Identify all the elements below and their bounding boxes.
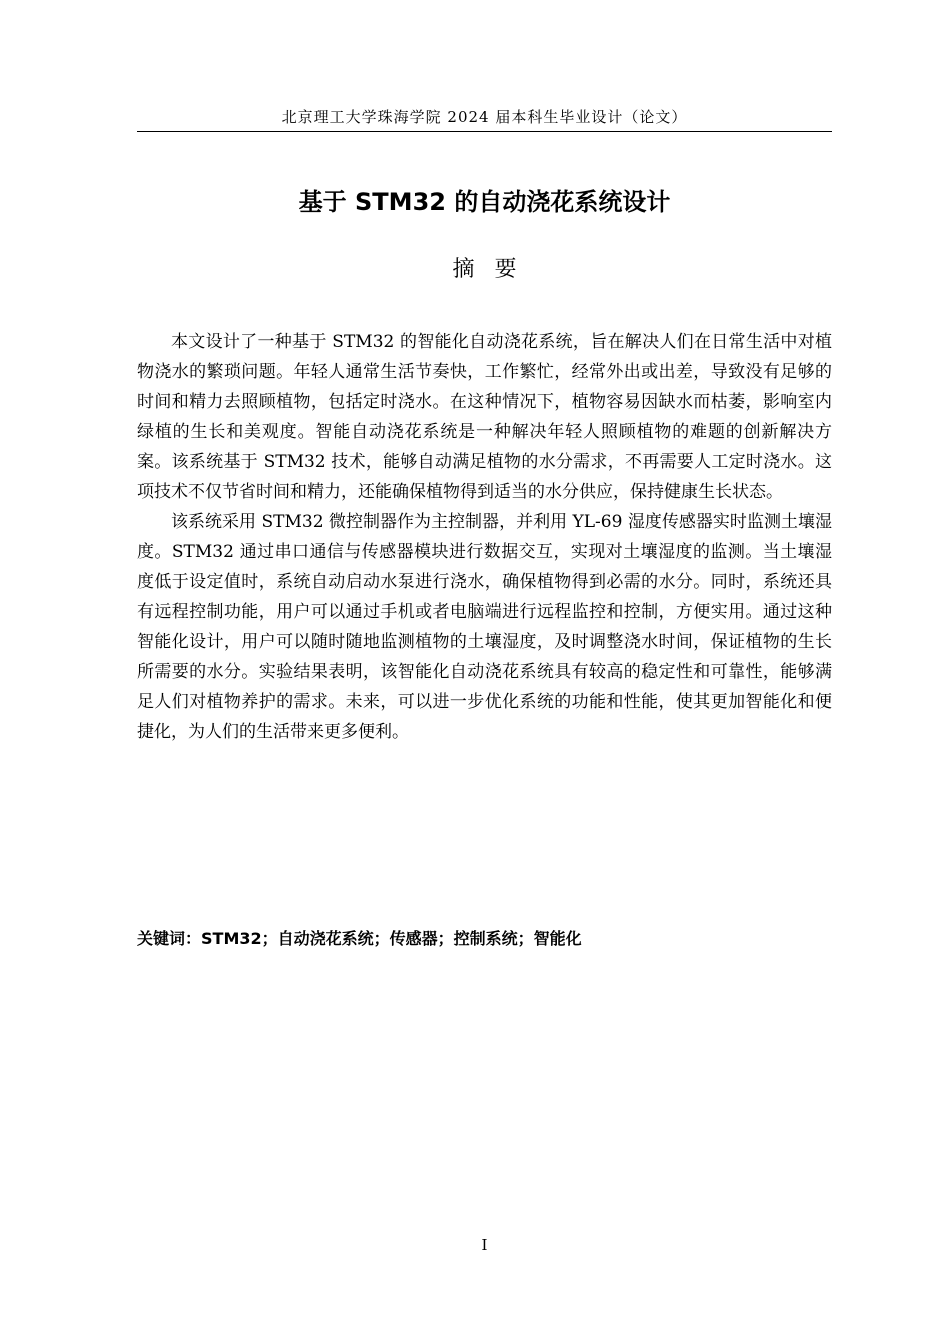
abstract-paragraph-2: 该系统采用 STM32 微控制器作为主控制器，并利用 YL-69 湿度传感器实时监测土壤湿度。STM32 通过串口通信与传感器模块进行数据交互，实现对土壤湿度的监测。当土壤湿度低于设定值时，系统自动启动水泵进行浇水，确保植物得到必需的水分。同时，系统还具有远程控制功能，用户可以通过手机或者电脑端进行远程监控和控制，方便实用。通过这种智能化设计，用户可以随时随地监测植物的土壤湿度，及时调整浇水时间，保证植物的生长所需要的水分。实验结果表明，该智能化自动浇花系统具有较高的稳定性和可靠性，能够满足人们对植物养护的需求。未来，可以进一步优化系统的功能和性能，使其更加智能化和便捷化，为人们的生活带来更多便利。: [137, 512, 832, 742]
abstract-body: [137, 327, 832, 747]
keywords-line: 关键词：STM32；自动浇花系统；传感器；控制系统；智能化: [137, 929, 582, 948]
abstract-heading: 摘要: [452, 257, 537, 282]
page-number: I: [481, 1236, 488, 1254]
document-title: 基于 STM32 的自动浇花系统设计: [298, 188, 671, 216]
running-header: 北京理工大学珠海学院 2024 届本科生毕业设计（论文）: [281, 108, 688, 126]
header-divider: [137, 131, 832, 132]
abstract-paragraph-1: 本文设计了一种基于 STM32 的智能化自动浇花系统，旨在解决人们在日常生活中对植物浇水的繁琐问题。年轻人通常生活节奏快，工作繁忙，经常外出或出差，导致没有足够的时间和精力去照顾植物，包括定时浇水。在这种情况下，植物容易因缺水而枯萎，影响室内绿植的生长和美观度。智能自动浇花系统是一种解决年轻人照顾植物的难题的创新解决方案。该系统基于 STM32 技术，能够自动满足植物的水分需求，不再需要人工定时浇水。这项技术不仅节省时间和精力，还能确保植物得到适当的水分供应，保持健康生长状态。: [137, 332, 832, 502]
